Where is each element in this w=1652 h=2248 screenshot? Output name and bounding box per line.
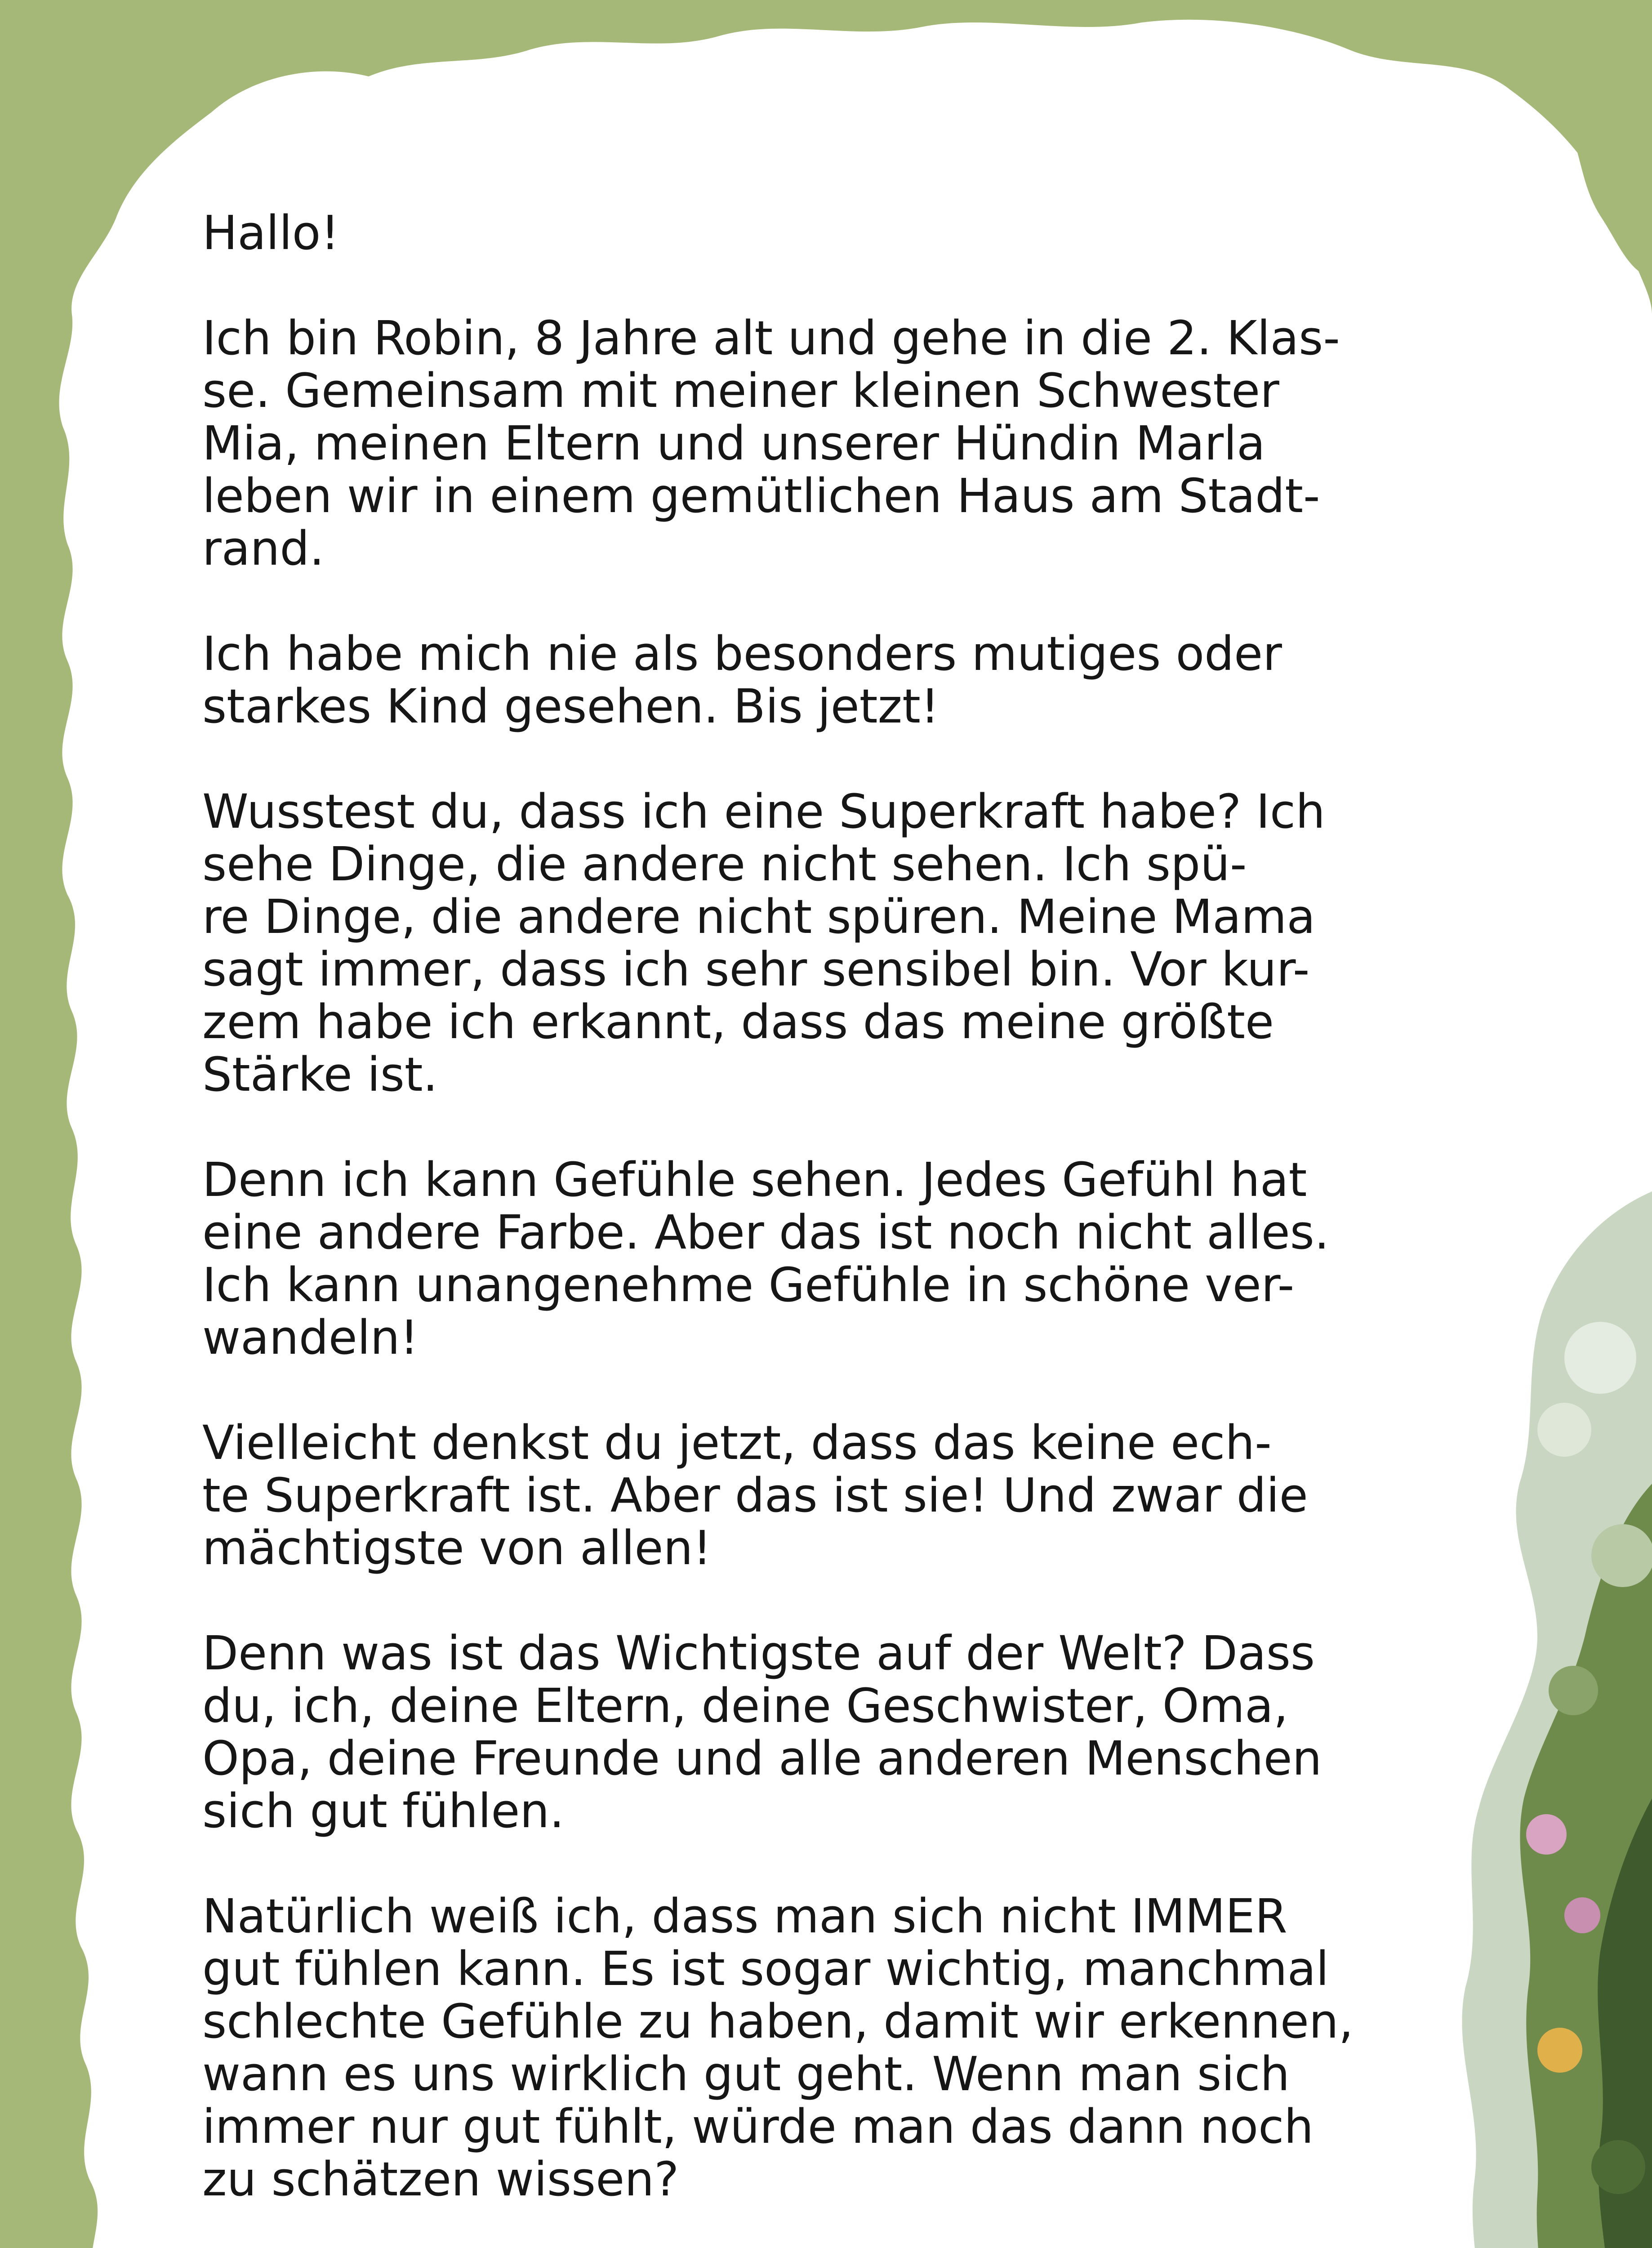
paragraph-feelings-colors: Denn ich kann Gefühle sehen. Jedes Gefühl hat eine andere Farbe. Aber das ist noch nicht alles. Ich kann unangenehme Gefühle in schöne ver- wandeln!: [202, 1152, 1329, 1365]
paragraph-most-important: Denn was ist das Wichtigste auf der Welt? Dass du, ich, deine Eltern, deine Geschwister, Oma, Opa, deine Freunde und alle anderen Menschen sich gut fühlen.: [202, 1626, 1322, 1838]
paragraph-intro: Ich bin Robin, 8 Jahre alt und gehe in die 2. Klas- se. Gemeinsam mit meiner kleinen Schwester Mia, meinen Eltern und unserer Hündin Marla leben wir in einem gemütlichen Haus am Stadt- rand.: [202, 311, 1340, 576]
paragraph-bad-feelings: Natürlich weiß ich, dass man sich nicht IMMER gut fühlen kann. Es ist sogar wichtig, manchmal schlechte Gefühle zu haben, damit wir erkennen, wann es uns wirklich gut geht. Wenn man sich immer nur gut fühlt, würde man das dann noch zu schätzen wissen?: [202, 1889, 1354, 2207]
paragraph-superpower: Wusstest du, dass ich eine Superkraft habe? Ich sehe Dinge, die andere nicht sehen. Ich spü- re Dinge, die andere nicht spüren. Meine Mama sagt immer, dass ich sehr sensibel bin. Vor kur- zem habe ich erkannt, dass das meine größte Stärke ist.: [202, 784, 1325, 1102]
paragraph-greeting: Hallo!: [202, 205, 340, 260]
paragraph-courage: Ich habe mich nie als besonders mutiges oder starkes Kind gesehen. Bis jetzt!: [202, 626, 1282, 734]
paragraph-real-superpower: Vielleicht denkst du jetzt, dass das keine ech- te Superkraft ist. Aber das ist sie! Und zwar die mächtigste von allen!: [202, 1415, 1308, 1575]
story-text: [202, 207, 1452, 2248]
